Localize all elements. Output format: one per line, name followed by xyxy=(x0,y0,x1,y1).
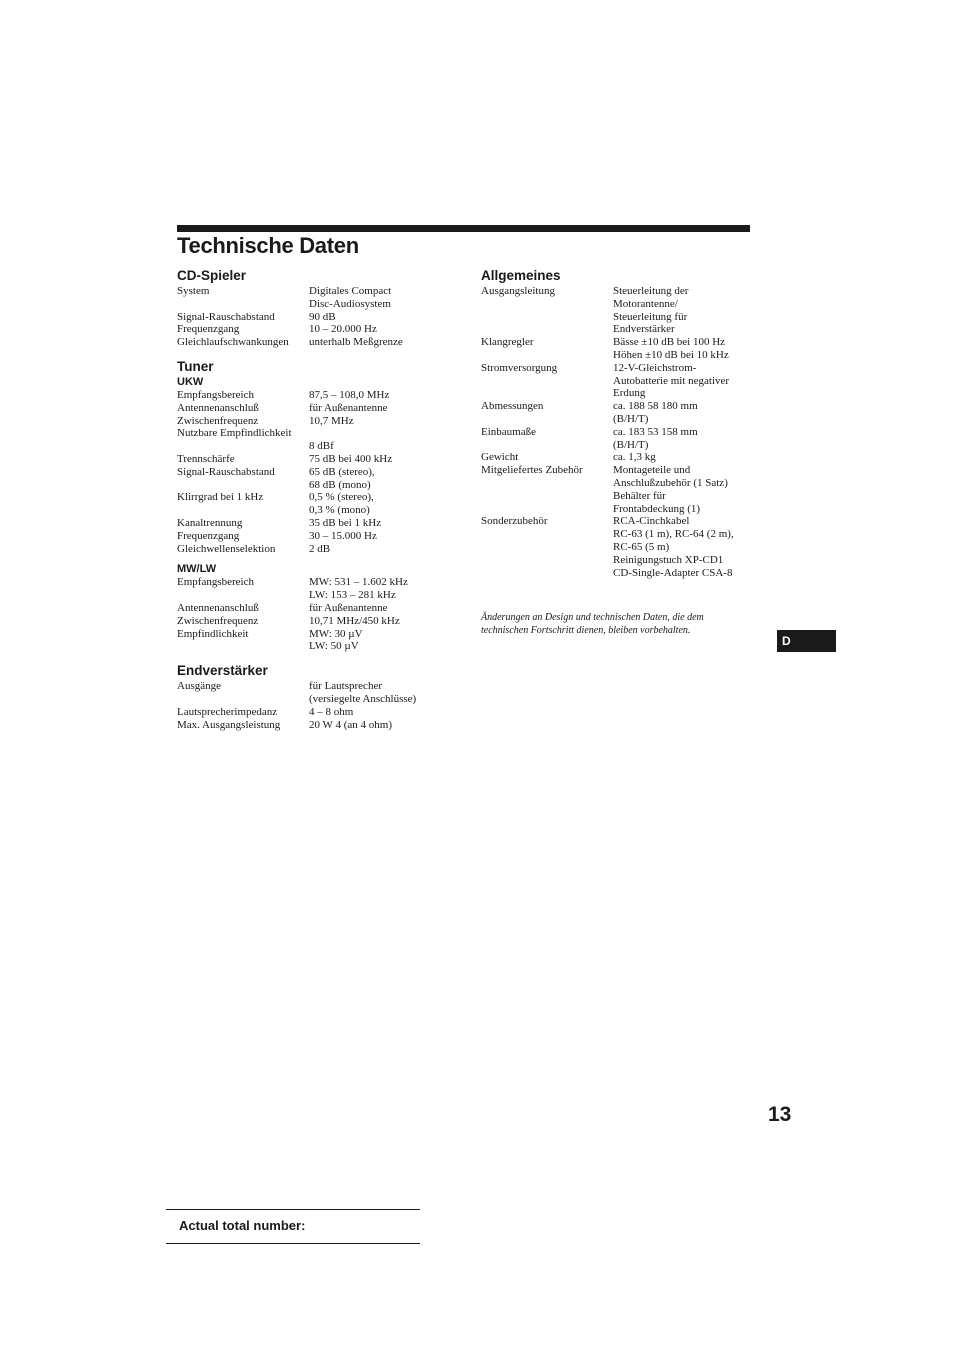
spec-value: 10,7 MHz xyxy=(309,414,354,427)
spec-label: Sonderzubehör xyxy=(481,515,548,528)
page-number: 13 xyxy=(768,1103,792,1126)
spec-row xyxy=(177,402,447,415)
spec-row xyxy=(481,336,751,362)
spec-row xyxy=(481,464,751,515)
section-heading-general: Allgemeines xyxy=(481,268,561,283)
spec-value: 2 dB xyxy=(309,542,331,555)
spec-label: Frequenzgang xyxy=(177,323,240,336)
spec-row xyxy=(177,680,447,706)
spec-value: für Lautsprecher (versiegelte Anschlüsse) xyxy=(309,680,417,705)
spec-row xyxy=(177,415,447,428)
spec-value xyxy=(309,427,447,440)
spec-label: Antennenanschluß xyxy=(177,601,259,614)
spec-label: Klangregler xyxy=(481,336,534,349)
language-tab: D xyxy=(777,630,836,652)
spec-label: System xyxy=(177,285,210,297)
spec-value: 90 dB xyxy=(309,310,336,323)
spec-value: ca. 188 58 180 mm (B/H/T) xyxy=(613,400,698,425)
spec-row xyxy=(177,602,447,615)
spec-value: 35 dB bei 1 kHz xyxy=(309,516,382,529)
spec-value: Montageteile und Anschlußzubehör (1 Satz) Behälter für Frontabdeckung (1) xyxy=(613,464,728,515)
spec-row xyxy=(177,466,447,492)
spec-row xyxy=(177,615,447,628)
spec-row xyxy=(481,285,751,336)
spec-value: 0,5 % (stereo), 0,3 % (mono) xyxy=(309,491,374,517)
footer-label: Actual total number: xyxy=(179,1218,306,1233)
spec-row xyxy=(177,336,447,349)
footnote: Änderungen an Design und technischen Daten, die dem technischen Fortschritt dienen, bleiben vorbehalten. xyxy=(481,612,704,636)
spec-row xyxy=(177,576,447,602)
spec-value: MW: 531 – 1.602 kHz LW: 153 – 281 kHz xyxy=(309,576,408,602)
spec-row xyxy=(177,323,447,336)
spec-value: ca. 183 53 158 mm (B/H/T) xyxy=(613,425,698,451)
spec-row xyxy=(481,362,751,400)
spec-row xyxy=(481,515,751,579)
subheading-mwlw: MW/LW xyxy=(177,563,217,576)
spec-row xyxy=(177,706,447,719)
section-heading-tuner: Tuner xyxy=(177,358,214,374)
spec-list-mwlw xyxy=(177,576,447,653)
spec-label: Frequenzgang xyxy=(177,529,240,542)
spec-label: Antennenanschluß xyxy=(177,401,259,414)
left-column xyxy=(177,266,447,731)
spec-label: Max. Ausgangsleistung xyxy=(177,718,281,731)
spec-value: 4 – 8 ohm xyxy=(309,705,354,718)
spec-value: 20 W 4 (an 4 ohm) xyxy=(309,718,392,731)
spec-label: Trennschärfe xyxy=(177,452,235,465)
section-heading-amp: Endverstärker xyxy=(177,663,268,679)
spec-row xyxy=(177,311,447,324)
spec-row xyxy=(177,440,447,453)
spec-row xyxy=(177,427,447,440)
spec-label: Stromversorgung xyxy=(481,361,558,374)
spec-label: Empfangsbereich xyxy=(177,576,254,589)
spec-value: für Außenantenne xyxy=(309,401,388,414)
spec-label: Kanaltrennung xyxy=(177,516,243,529)
spec-value: Digitales Compact Disc-Audiosystem xyxy=(309,285,392,310)
section-heading-cd: CD-Spieler xyxy=(177,268,247,283)
spec-row xyxy=(177,453,447,466)
spec-value: für Außenantenne xyxy=(309,601,388,614)
spec-row xyxy=(177,530,447,543)
spec-value: 8 dBf xyxy=(309,440,334,453)
spec-label: Ausgänge xyxy=(177,680,221,693)
spec-value: MW: 30 µV LW: 50 µV xyxy=(309,627,363,653)
spec-label: Zwischenfrequenz xyxy=(177,414,259,427)
right-column xyxy=(481,266,751,579)
footer-box xyxy=(166,1209,420,1244)
spec-list-general xyxy=(481,285,751,579)
spec-row xyxy=(481,426,751,452)
spec-label: Klirrgrad bei 1 kHz xyxy=(177,491,264,504)
spec-label: Gleichwellenselektion xyxy=(177,542,276,555)
spec-row xyxy=(481,451,751,464)
spec-label: Empfangsbereich xyxy=(177,388,254,401)
spec-row xyxy=(481,400,751,426)
spec-label: Signal-Rauschabstand xyxy=(177,310,275,323)
page-title: Technische Daten xyxy=(177,233,359,258)
spec-label: Gewicht xyxy=(481,451,519,464)
spec-value: Bässe ±10 dB bei 100 Hz Höhen ±10 dB bei 10 kHz xyxy=(613,336,729,361)
spec-value: 65 dB (stereo), 68 dB (mono) xyxy=(309,465,375,491)
spec-label: Mitgeliefertes Zubehör xyxy=(481,464,583,477)
spec-value: Steuerleitung der Motorantenne/ Steuerleitung für Endverstärker xyxy=(613,285,689,336)
spec-value: unterhalb Meßgrenze xyxy=(309,336,403,349)
spec-label: Empfindlichkeit xyxy=(177,627,249,640)
spec-row xyxy=(177,719,447,732)
spec-row xyxy=(177,543,447,556)
spec-value: 10 – 20.000 Hz xyxy=(309,323,377,336)
spec-row xyxy=(177,517,447,530)
spec-label: Lautsprecherimpedanz xyxy=(177,705,278,718)
spec-label: Abmessungen xyxy=(481,400,544,413)
spec-value: 30 – 15.000 Hz xyxy=(309,529,377,542)
spec-value: ca. 1,3 kg xyxy=(613,451,656,464)
spec-row xyxy=(177,285,447,311)
spec-label: Signal-Rauschabstand xyxy=(177,465,275,478)
spec-label: Gleichlaufschwankungen xyxy=(177,336,289,349)
subheading-ukw: UKW xyxy=(177,375,204,388)
spec-value: RCA-Cinchkabel RC-63 (1 m), RC-64 (2 m), RC-65 (5 m) Reinigungstuch XP-CD1 CD-Single-Adapter CSA-8 xyxy=(613,515,734,579)
spec-list-amp xyxy=(177,680,447,731)
spec-value: 87,5 – 108,0 MHz xyxy=(309,388,390,401)
spec-row xyxy=(177,491,447,517)
spec-list-cd xyxy=(177,285,447,349)
spec-list-ukw xyxy=(177,389,447,555)
spec-value: 75 dB bei 400 kHz xyxy=(309,452,393,465)
spec-label xyxy=(177,440,309,453)
spec-row xyxy=(177,628,447,654)
spec-label: Einbaumaße xyxy=(481,425,536,438)
spec-value: 12-V-Gleichstrom- Autobatterie mit negativer Erdung xyxy=(613,361,730,400)
spec-label: Nutzbare Empfindlichkeit xyxy=(177,427,292,440)
spec-value: 10,71 MHz/450 kHz xyxy=(309,614,400,627)
spec-row xyxy=(177,389,447,402)
spec-label: Ausgangsleitung xyxy=(481,285,555,297)
spec-label: Zwischenfrequenz xyxy=(177,614,259,627)
